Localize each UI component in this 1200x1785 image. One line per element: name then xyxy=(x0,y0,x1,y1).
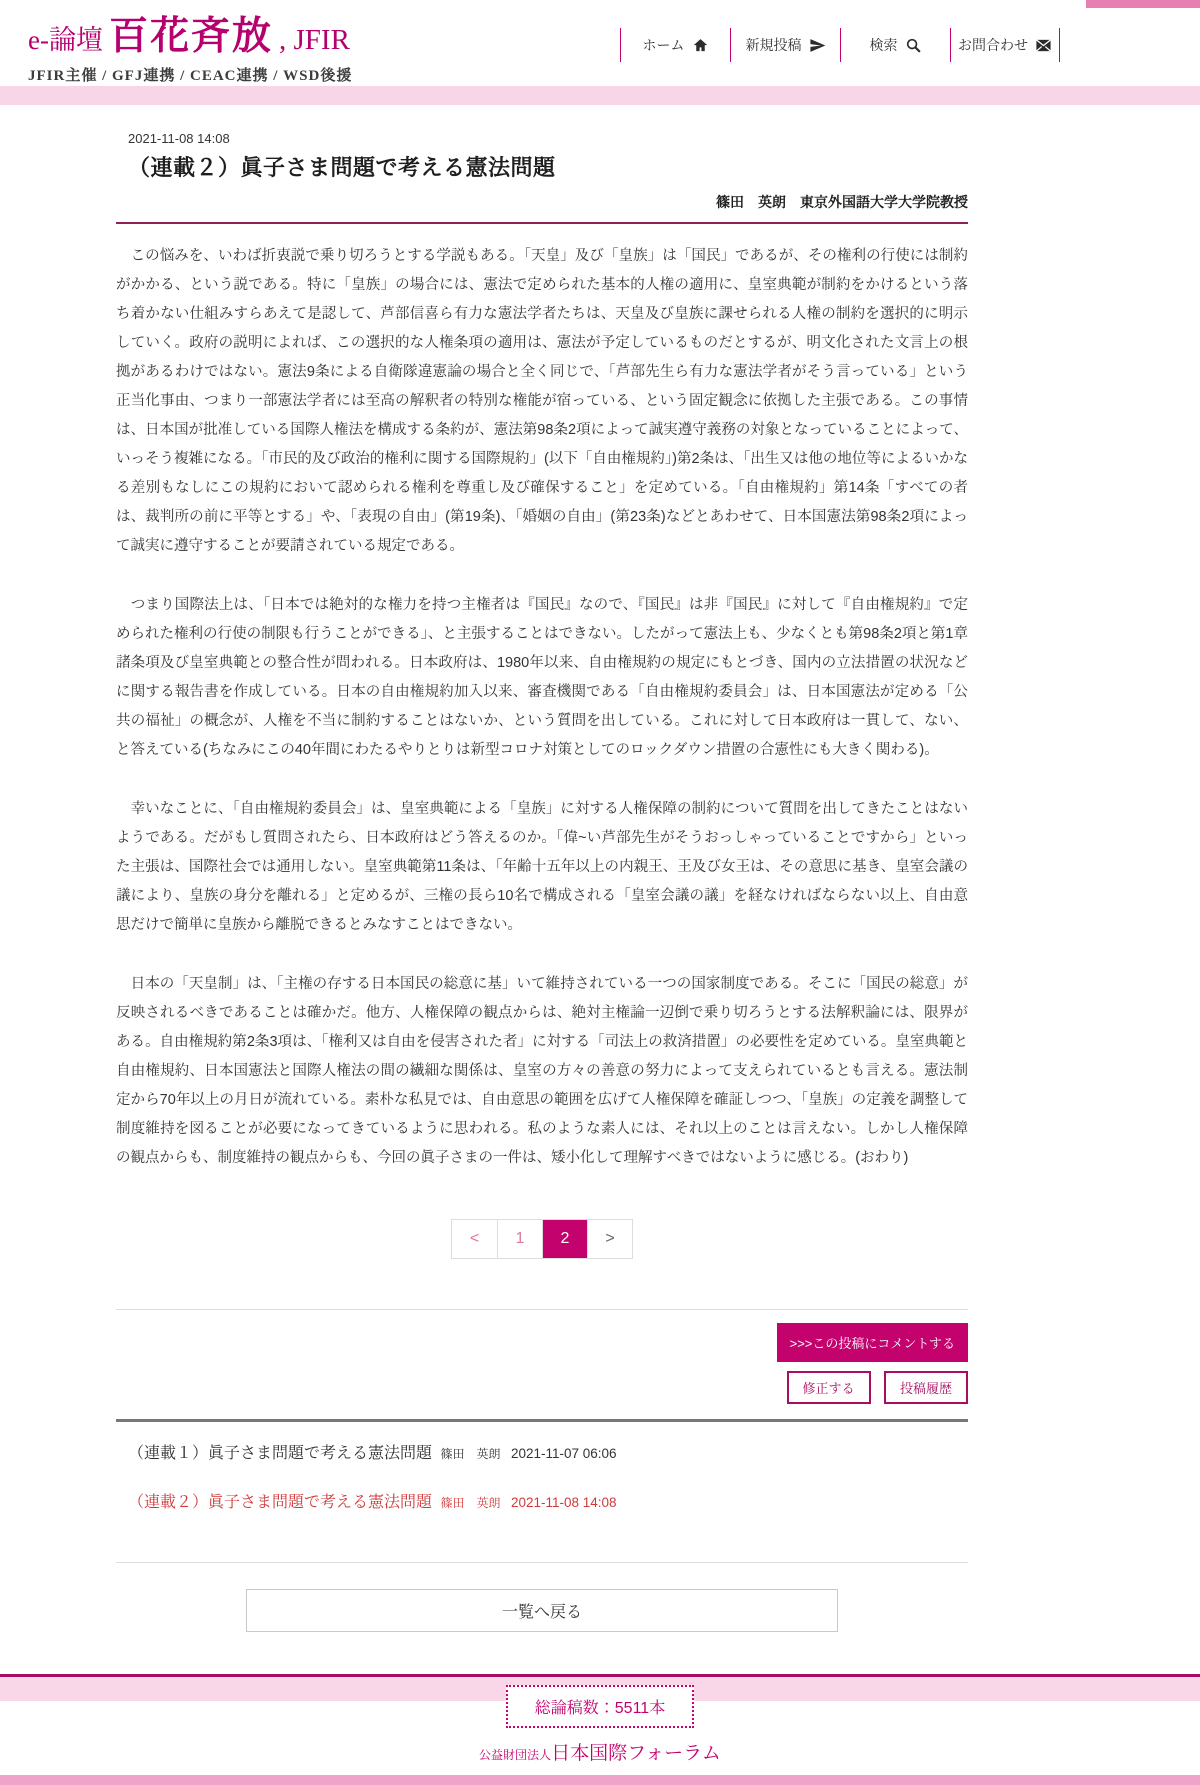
home-icon xyxy=(692,37,709,54)
related-post-date: 2021-11-08 14:08 xyxy=(510,1495,617,1510)
site-tagline: JFIR主催 / GFJ連携 / CEAC連携 / WSD後援 xyxy=(28,68,353,84)
related-posts-list xyxy=(116,1422,968,1512)
total-posts-badge: 総論稿数：5511本 xyxy=(506,1685,694,1728)
related-post-2[interactable] xyxy=(128,1489,956,1512)
related-post-title: （連載２）眞子さま問題で考える憲法問題 xyxy=(128,1494,433,1511)
nav-contact-label: お問合わせ xyxy=(958,37,1028,53)
article-head xyxy=(116,131,968,212)
send-icon xyxy=(809,37,826,54)
post-actions xyxy=(116,1323,968,1404)
article-body xyxy=(116,242,968,1173)
search-icon xyxy=(905,37,922,54)
mail-icon xyxy=(1035,37,1052,54)
logo-prefix: e-論壇 xyxy=(28,25,103,55)
related-post-author: 篠田 英朗 xyxy=(440,1447,501,1461)
article-paragraph-1: この悩みを、いわば折衷説で乗り切ろうとする学説もある。「天皇」及び「皇族」は「国民」であるが、その権利の行使には制約がかかる、という説である。特に「皇族」の場合には、憲法で定められた基本的人権の適用に、皇室典範が制約をかけるという落ち着かない仕組みすらあえて是認して、芦部信喜ら有力な憲法学者たちは、天皇及び皇族に課せられる人権の制約を選択的に明示していく。政府の説明によれば、この選択的な人権条項の適用は、憲法が予定しているものだとするが、明文化された文言上の根拠があるわけではない。憲法9条による自衛隊違憲論の場合と全く同じで、「芦部先生ら有力な憲法学者がそう言っている」という正当化事由、つまり一部憲法学者には至高の解釈者の特別な権能が宿っている、という固定観念に依拠した主張である。この事情は、日本国が批准している国際人権法を構成する条約が、憲法第98条2項によって誠実遵守義務の対象となっていることによって、いっそう複雑になる。「市民的及び政治的権利に関する国際規約」(以下「自由権規約」)第2条は、「出生又は他の地位等によるいかなる差別もなしにこの規約において認められる権利を尊重し及び確保すること」を定めている。「自由権規約」第14条「すべての者は、裁判所の前に平等とする」や、「表現の自由」(第19条)、「婚姻の自由」(第23条)などとあわせて、日本国憲法第98条2項によって誠実に遵守することが要請されている規定である。 xyxy=(116,248,968,554)
article-main xyxy=(116,105,968,1632)
page-2-button[interactable]: 2 xyxy=(542,1220,587,1258)
nav-new-post[interactable] xyxy=(730,28,840,62)
related-post-1[interactable] xyxy=(128,1440,956,1463)
organization-prefix: 公益財団法人 xyxy=(479,1748,552,1762)
page-prev-button[interactable]: < xyxy=(469,1230,480,1247)
site-footer xyxy=(0,1674,1200,1785)
page-1-button[interactable]: 1 xyxy=(497,1220,542,1258)
post-history-button[interactable]: 投稿履歴 xyxy=(884,1371,968,1404)
main-nav xyxy=(620,28,1060,62)
logo-main: 百花斉放 xyxy=(108,15,273,58)
site-header xyxy=(0,0,1200,86)
title-divider xyxy=(116,222,968,224)
page-next-button[interactable]: > xyxy=(587,1220,632,1258)
related-post-date: 2021-11-07 06:06 xyxy=(510,1446,617,1461)
logo-suffix: , JFIR xyxy=(279,24,350,56)
organization-link[interactable] xyxy=(0,1738,1200,1765)
page-title: （連載２）眞子さま問題で考える憲法問題 xyxy=(128,155,556,180)
related-post-author: 篠田 英朗 xyxy=(440,1496,501,1510)
pagination xyxy=(451,1219,633,1259)
comment-button[interactable]: >>>この投稿にコメントする xyxy=(777,1323,968,1362)
post-author: 篠田 英朗 東京外国語大学大学院教授 xyxy=(716,194,968,210)
organization-name: 日本国際フォーラム xyxy=(551,1743,721,1764)
nav-new-post-label: 新規投稿 xyxy=(745,37,802,53)
nav-search[interactable] xyxy=(840,28,950,62)
top-right-decoration xyxy=(1086,0,1200,8)
article-paragraph-2: つまり国際法上は、「日本では絶対的な権力を持つ主権者は『国民』なので、『国民』は非『国民』に対して『自由権規約』で定められた権利の行使の制限も行うことができる」、と主張することはできない。したがって憲法上も、少なくとも第98条2項と第1章諸条項及び皇室典範との整合性が問われる。日本政府は、1980年以来、自由権規約の規定にもとづき、国内の立法措置の状況などに関する報告書を作成している。日本の自由権規約加入以来、審査機関である「自由権規約委員会」は、日本国憲法が定める「公共の福祉」の概念が、人権を不当に制約することはないか、という質問を出している。これに対して日本政府は一貫して、ない、と答えている(ちなみにこの40年間にわたるやりとりは新型コロナ対策としてのロックダウン措置の合憲性にも大きく関わる)。 xyxy=(116,597,968,758)
back-to-list-button[interactable]: 一覧へ戻る xyxy=(246,1589,838,1632)
nav-search-label: 検索 xyxy=(869,37,898,53)
article-paragraph-3: 幸いなことに、「自由権規約委員会」は、皇室典範による「皇族」に対する人権保障の制約について質問を出してきたことはないようである。だがもし質問されたら、日本政府はどう答えるのか。「偉~い芦部先生がそうおっしゃっていることですから」といった主張は、国際社会では通用しない。皇室典範第11条は、「年齢十五年以上の内親王、王及び女王は、その意思に基き、皇室会議の議により、皇族の身分を離れる」と定めるが、三権の長ら10名で構成される「皇室会議の議」を経なければならない以上、自由意思だけで簡単に皇族から離脱できるとみなすことはできない。 xyxy=(116,801,968,933)
header-accent-band xyxy=(0,86,1200,105)
section-divider xyxy=(116,1309,968,1310)
related-post-title: （連載１）眞子さま問題で考える憲法問題 xyxy=(128,1445,433,1462)
site-logo-text xyxy=(28,5,352,61)
footer-bottom-strip xyxy=(0,1775,1200,1785)
post-date: 2021-11-08 14:08 xyxy=(128,131,230,146)
back-divider xyxy=(116,1562,968,1563)
article-paragraph-4: 日本の「天皇制」は、「主権の存する日本国民の総意に基」いて維持されている一つの国家制度である。そこに「国民の総意」が反映されるべきであることは確かだ。他方、人権保障の観点からは、絶対主権論一辺倒で乗り切ろうとする法解釈論には、限界がある。自由権規約第2条3項は、「権利又は自由を侵害された者」に対する「司法上の救済措置」の必要性を定めている。皇室典範と自由権規約、日本国憲法と国際人権法の間の繊細な関係は、皇室の方々の善意の努力によって支えられているとも言える。憲法制定から70年以上の月日が流れている。素朴な私見では、自由意思の範囲を広げて人権保障を確証しつつ、「皇族」の定義を調整して制度維持を図ることが必要になってきているように思われる。私のような素人には、それ以上のことは言えない。しかし人権保障の観点からも、制度維持の観点からも、今回の眞子さまの一件は、矮小化して理解すべきではないように感じる。(おわり) xyxy=(116,976,968,1166)
post-admin-buttons xyxy=(116,1371,968,1404)
nav-contact[interactable] xyxy=(950,28,1060,62)
nav-home[interactable] xyxy=(620,28,730,62)
site-logo[interactable] xyxy=(28,5,352,85)
edit-button[interactable]: 修正する xyxy=(787,1371,871,1404)
nav-home-label: ホーム xyxy=(642,37,685,53)
